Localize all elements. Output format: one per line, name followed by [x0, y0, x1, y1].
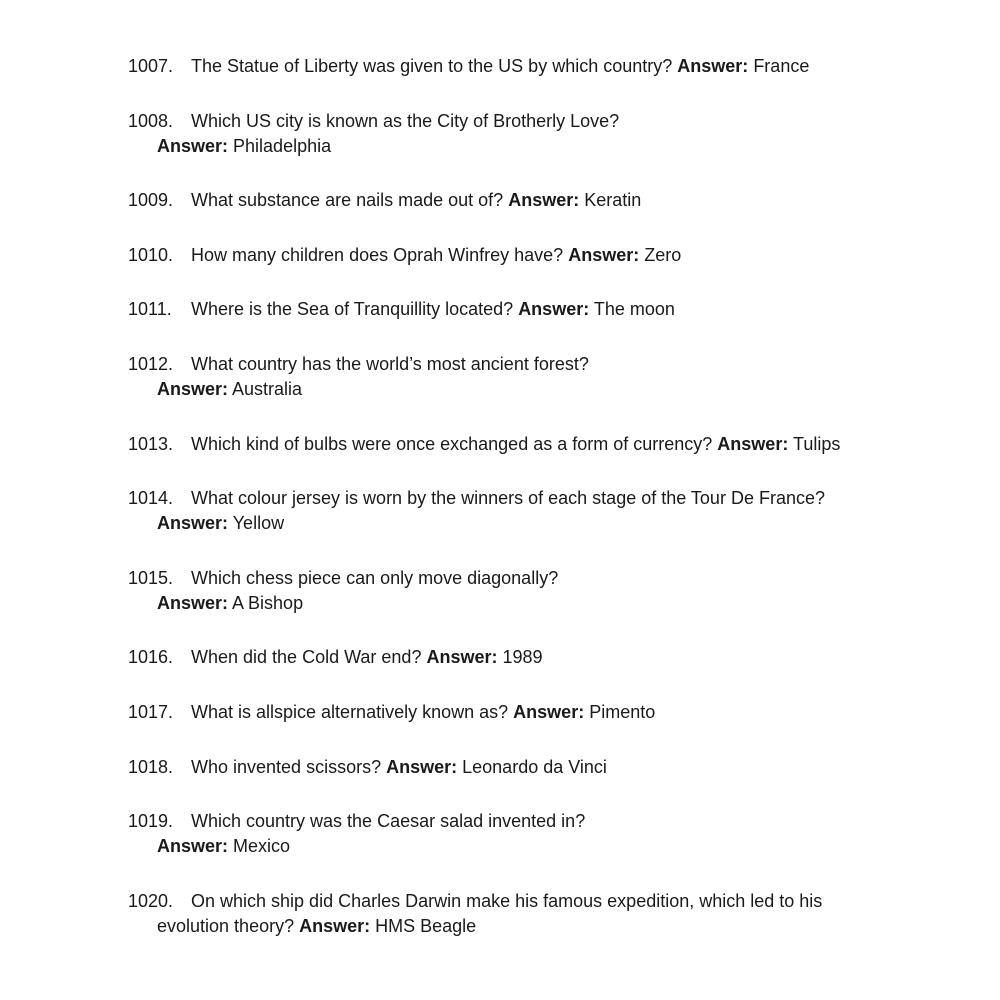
question-line: [128, 755, 888, 780]
question-text: How many children does Oprah Winfrey have?: [191, 244, 564, 265]
question-number: 1007.: [128, 56, 174, 76]
answer-label: Answer:: [513, 701, 585, 722]
answer-text: A Bishop: [232, 592, 304, 613]
question-number: 1011.: [128, 299, 172, 320]
question-text: Which country was the Caesar salad invented in?: [191, 811, 586, 832]
question-body: [191, 243, 681, 268]
answer-line: [128, 511, 888, 536]
list-item: [128, 486, 888, 536]
question-text: Who invented scissors?: [191, 756, 382, 777]
answer-label: Answer:: [518, 299, 590, 320]
question-line: [128, 352, 888, 377]
question-text: Which chess piece can only move diagonally?: [191, 567, 559, 588]
question-text: When did the Cold War end?: [191, 647, 422, 668]
answer-text: Mexico: [233, 836, 291, 857]
question-text: Which US city is known as the City of Brotherly Love?: [191, 110, 620, 131]
question-line: [128, 700, 888, 725]
question-line: [128, 809, 888, 834]
answer-line: [128, 134, 888, 159]
answer-label: Answer:: [677, 56, 749, 76]
question-number: 1009.: [128, 190, 174, 211]
answer-text: Yellow: [232, 513, 285, 534]
list-item: [128, 297, 888, 322]
question-number: 1015.: [128, 567, 174, 588]
list-item: [128, 54, 888, 79]
answer-text: Philadelphia: [233, 135, 332, 156]
list-item: [128, 755, 888, 780]
question-number: 1012.: [128, 353, 174, 374]
question-number: 1018.: [128, 756, 174, 777]
question-text-continued: evolution theory?: [157, 915, 295, 936]
answer-line: [128, 377, 888, 402]
question-number: 1016.: [128, 647, 174, 668]
list-item: [128, 109, 888, 159]
list-item: [128, 566, 888, 616]
question-line: [128, 243, 888, 268]
question-text: Where is the Sea of Tranquillity located?: [191, 299, 514, 320]
answer-label: Answer:: [157, 135, 229, 156]
question-number: 1008.: [128, 110, 174, 131]
question-number: 1010.: [128, 244, 174, 265]
list-item: [128, 352, 888, 402]
answer-text: Australia: [232, 378, 303, 399]
question-number: 1017.: [128, 701, 174, 722]
question-line: [128, 432, 888, 457]
answer-line: [128, 914, 888, 939]
answer-text: 1989: [502, 647, 543, 668]
question-number: 1019.: [128, 811, 174, 832]
answer-text: The moon: [593, 299, 675, 320]
answer-text: Pimento: [589, 701, 656, 722]
answer-label: Answer:: [717, 433, 789, 454]
trivia-list: [128, 54, 888, 968]
question-line: [128, 297, 888, 322]
question-body: [191, 755, 607, 780]
answer-line: [128, 834, 888, 859]
answer-label: Answer:: [157, 513, 229, 534]
question-line: [128, 54, 888, 79]
question-body: [191, 645, 543, 670]
answer-label: Answer:: [568, 244, 640, 265]
question-number: 1020.: [128, 890, 174, 911]
question-line: [128, 486, 888, 511]
question-text: Which kind of bulbs were once exchanged as a form of currency?: [191, 433, 713, 454]
answer-label: Answer:: [508, 190, 580, 211]
list-item: [128, 645, 888, 670]
answer-label: Answer:: [157, 592, 229, 613]
question-body: [191, 700, 655, 725]
question-line: [128, 188, 888, 213]
answer-line: [128, 591, 888, 616]
list-item: [128, 188, 888, 213]
question-body: [191, 297, 675, 322]
answer-label: Answer:: [299, 915, 371, 936]
list-item: [128, 809, 888, 859]
question-text: What is allspice alternatively known as?: [191, 701, 509, 722]
question-text: The Statue of Liberty was given to the US by which country?: [191, 56, 673, 76]
question-line: [128, 645, 888, 670]
question-number: 1014.: [128, 488, 174, 509]
question-text: What substance are nails made out of?: [191, 190, 504, 211]
question-body: [191, 54, 809, 79]
question-body: [191, 432, 840, 457]
list-item: [128, 432, 888, 457]
answer-text: Keratin: [584, 190, 642, 211]
question-body: [191, 188, 641, 213]
answer-text: France: [753, 56, 810, 76]
answer-label: Answer:: [157, 836, 229, 857]
list-item: [128, 243, 888, 268]
answer-text: Tulips: [793, 433, 841, 454]
answer-label: Answer:: [157, 378, 229, 399]
list-item: [128, 889, 888, 939]
answer-text: Leonardo da Vinci: [462, 756, 607, 777]
answer-text: Zero: [644, 244, 682, 265]
question-line: [128, 889, 888, 914]
answer-label: Answer:: [426, 647, 498, 668]
answer-label: Answer:: [386, 756, 458, 777]
question-text: What country has the world’s most ancient forest?: [191, 353, 589, 374]
question-line: [128, 109, 888, 134]
question-number: 1013.: [128, 433, 174, 454]
question-line: [128, 566, 888, 591]
list-item: [128, 700, 888, 725]
answer-text: HMS Beagle: [375, 915, 477, 936]
question-text: On which ship did Charles Darwin make his famous expedition, which led to his: [191, 890, 823, 911]
question-text: What colour jersey is worn by the winners of each stage of the Tour De France?: [191, 488, 825, 509]
